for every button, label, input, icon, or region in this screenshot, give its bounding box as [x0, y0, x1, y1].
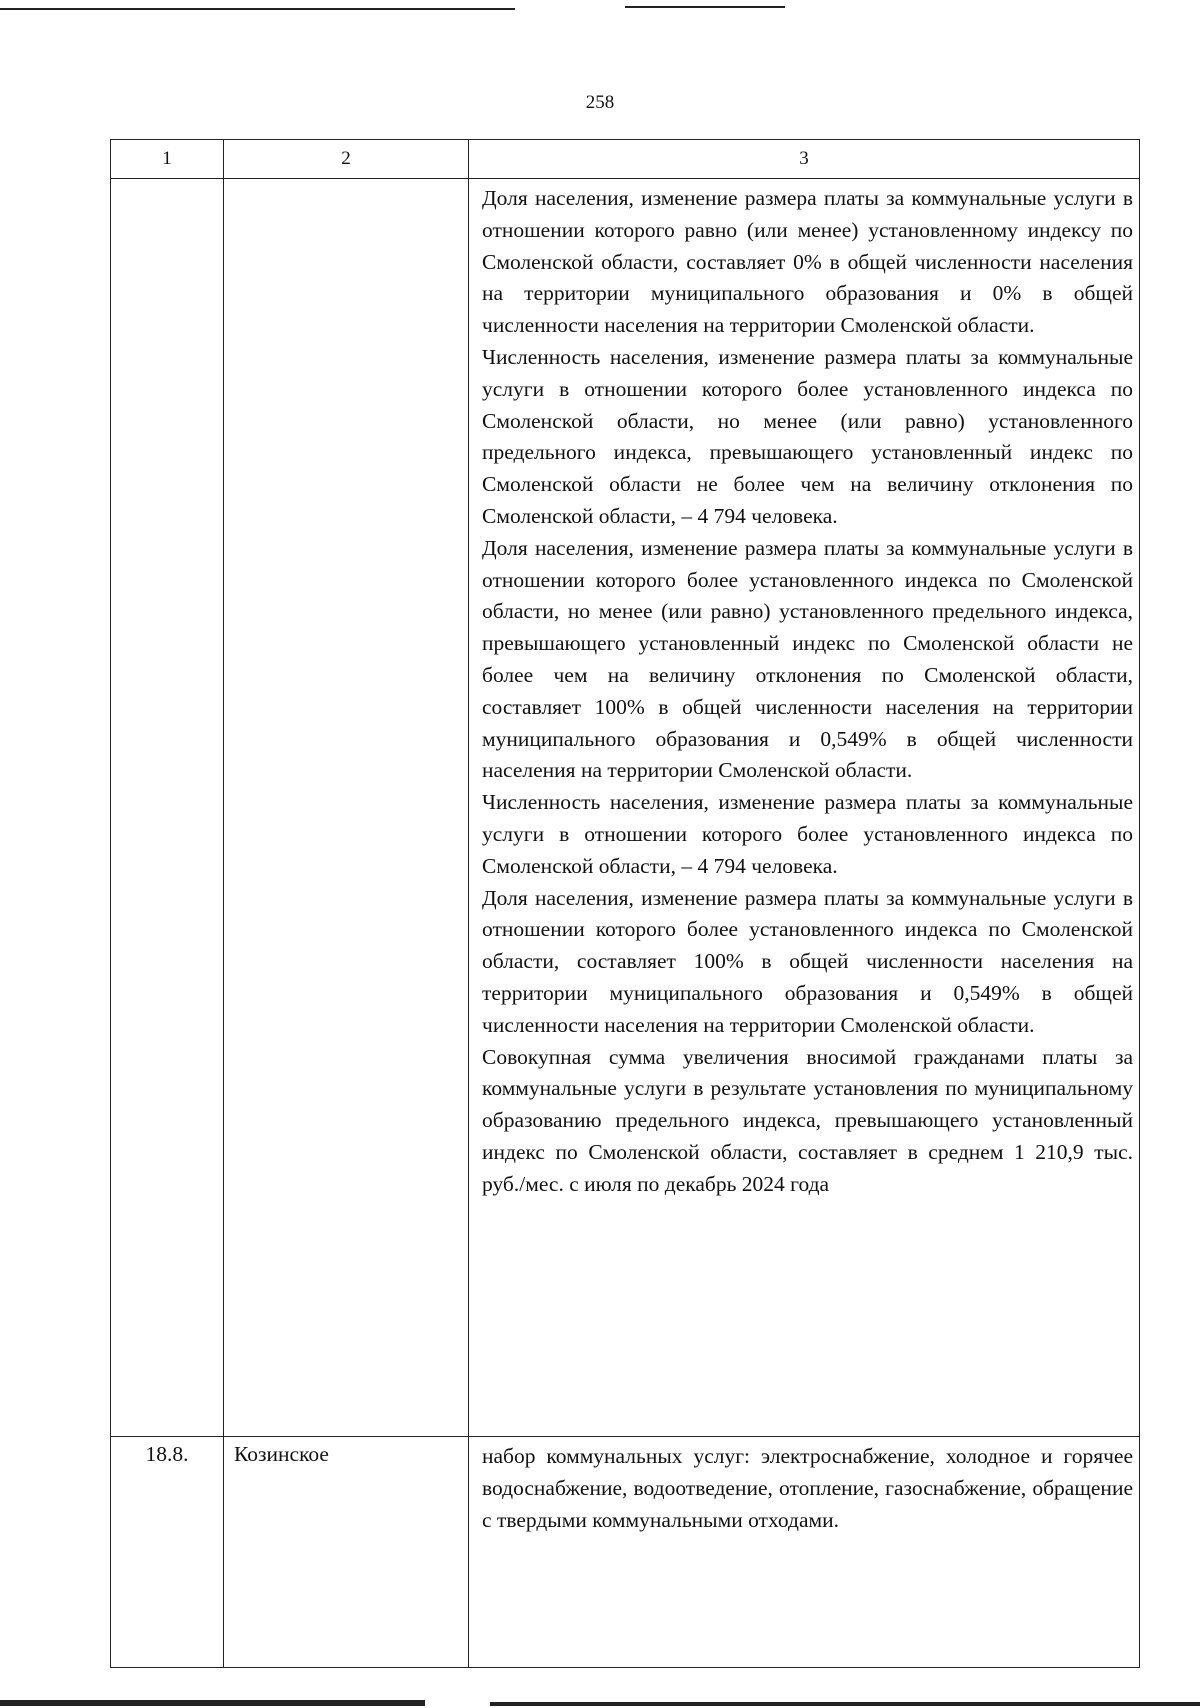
description-cell [469, 179, 1139, 1436]
data-table [110, 139, 1140, 1668]
row-number-cell: 18.8. [111, 1437, 224, 1667]
scan-artifact-bottom-left [0, 1700, 425, 1706]
table-row [111, 1437, 1139, 1667]
paragraph-share-between-indices: Доля населения, изменение размера платы за коммунальные услуги в отношении которого более установленного индекса по Смоленской области, но менее (или равно) установленного предельного индекса, превышающего установленный индекс по Смоленской области не более чем на величину отклонения по Смоленской области, составляет 100% в общей численности населения на территории муниципального образования и 0,549% в общей численности населения на территории Смоленской области. [482, 535, 1133, 783]
paragraph-count-between-indices: Численность населения, изменение размера платы за коммунальные услуги в отношении которого более установленного индекса по Смоленской области, но менее (или равно) установленного предельного индекса, превышающего установленный индекс по Смоленской области не более чем на величину отклонения по Смоленской области, – 4 794 человека. [482, 344, 1133, 528]
paragraph-count-above-index: Численность населения, изменение размера платы за коммунальные услуги в отношении которого более установленного индекса по Смоленской области, – 4 794 человека. [482, 790, 1133, 878]
table-row [111, 179, 1139, 1437]
paragraph-share-equal-index: Доля населения, изменение размера платы за коммунальные услуги в отношении которого равно (или менее) установленному индексу по Смоленской области, составляет 0% в общей численности населения на территории муниципального образования и 0% в общей численности населения на территории Смоленской области. [482, 186, 1133, 338]
table-header-row [111, 140, 1139, 179]
scan-artifact-top-right [625, 6, 785, 8]
scan-artifact-top-left [0, 8, 515, 10]
municipality-cell: Козинское [224, 1437, 469, 1667]
scan-artifact-bottom-right [490, 1702, 1200, 1706]
municipality-cell [224, 179, 469, 1436]
paragraph-utility-services: набор коммунальных услуг: электроснабжение, холодное и горячее водоснабжение, водоотведение, отопление, газоснабжение, обращение с твердыми коммунальными отходами. [482, 1444, 1133, 1532]
description-cell [469, 1437, 1139, 1667]
column-header-1: 1 [111, 140, 224, 178]
column-header-2: 2 [224, 140, 469, 178]
page-number: 258 [585, 92, 615, 113]
column-header-3: 3 [799, 148, 809, 169]
paragraph-total-increase: Совокупная сумма увеличения вносимой гражданами платы за коммунальные услуги в результате установления по муниципальному образованию предельного индекса, превышающего установленный индекс по Смоленской области, составляет в среднем 1 210,9 тыс. руб./мес. с июля по декабрь 2024 года [482, 1044, 1133, 1196]
row-number-cell [111, 179, 224, 1436]
paragraph-share-above-index: Доля населения, изменение размера платы за коммунальные услуги в отношении которого более установленного индекса по Смоленской области, составляет 100% в общей численности населения на территории муниципального образования и 0,549% в общей численности населения на территории Смоленской области. [482, 885, 1133, 1037]
